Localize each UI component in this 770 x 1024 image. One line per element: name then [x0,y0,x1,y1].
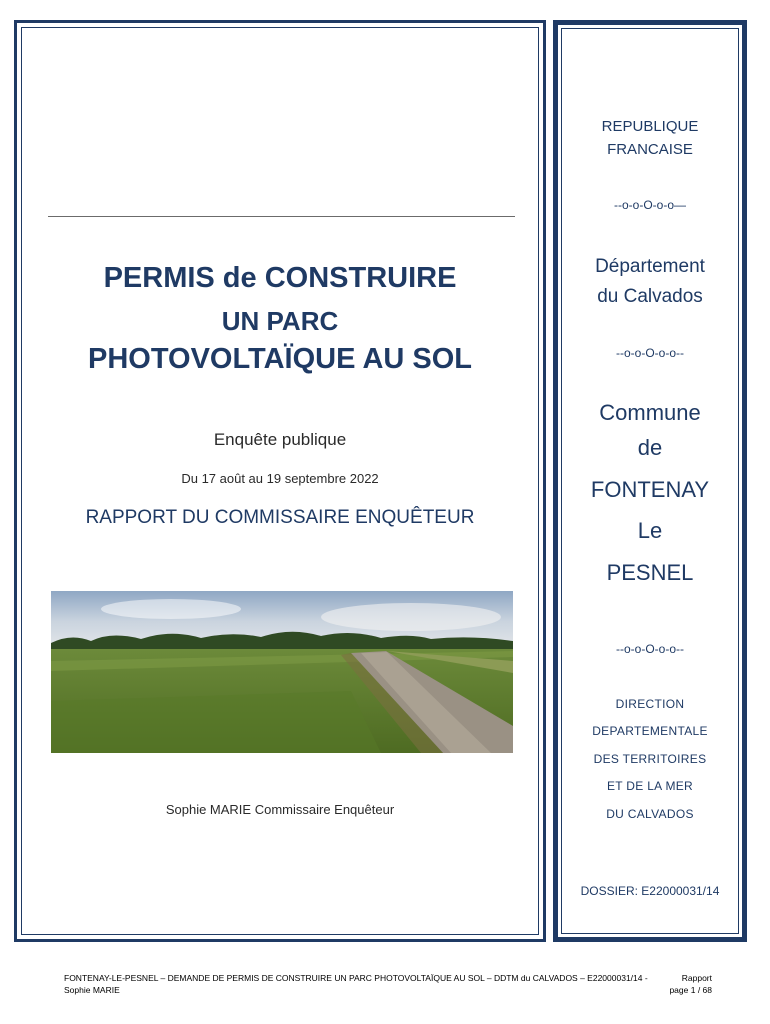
inquiry-dates: Du 17 août au 19 septembre 2022 [181,471,379,486]
title-line-3: PHOTOVOLTAÏQUE AU SOL [88,343,472,375]
subtitle: Enquête publique [213,430,347,449]
ddtm-line-3: DES TERRITOIRES [593,752,707,766]
commune-le: Le [637,518,663,543]
dossier-number: DOSSIER: E22000031/14 [580,884,720,898]
departement: Département du Calvados [595,256,705,307]
separator-1: --o-o-O-o-o— [613,198,686,212]
commune-fontenay: FONTENAY [590,477,710,502]
separator-3: --o-o-O-o-o-- [616,642,684,656]
separator-2: --o-o-O-o-o-- [616,346,684,360]
page-footer [64,972,712,996]
commune-pesnel: PESNEL [606,560,694,585]
report-title: RAPPORT DU COMMISSAIRE ENQUÊTEUR [85,507,475,528]
footer-document-title: FONTENAY-LE-PESNEL – DEMANDE DE PERMIS DE CONSTRUIRE UN PARC PHOTOVOLTAÏQUE AU SOL – DDTM du CALVADOS – E22000031/14 - [64,973,648,983]
commune-label: Commune [599,400,701,425]
commune-de: de [637,435,663,460]
page-number: page 1 / 68 [669,985,712,995]
title-rule [48,216,515,217]
ddtm-line-1: DIRECTION [615,697,685,711]
title-line-1: PERMIS de CONSTRUIRE [103,262,457,294]
author-line: Sophie MARIE Commissaire Enquêteur [165,802,395,817]
field-photo [51,591,513,753]
republique-francaise: REPUBLIQUE FRANCAISE [601,118,699,158]
ddtm-line-5: DU CALVADOS [606,807,694,821]
footer-author: Sophie MARIE [64,985,120,995]
ddtm-line-2: DEPARTEMENTALE [592,724,708,738]
title-line-2: UN PARC [221,306,339,336]
ddtm-line-4: ET DE LA MER [606,779,694,793]
footer-doc-type: Rapport [681,973,712,983]
